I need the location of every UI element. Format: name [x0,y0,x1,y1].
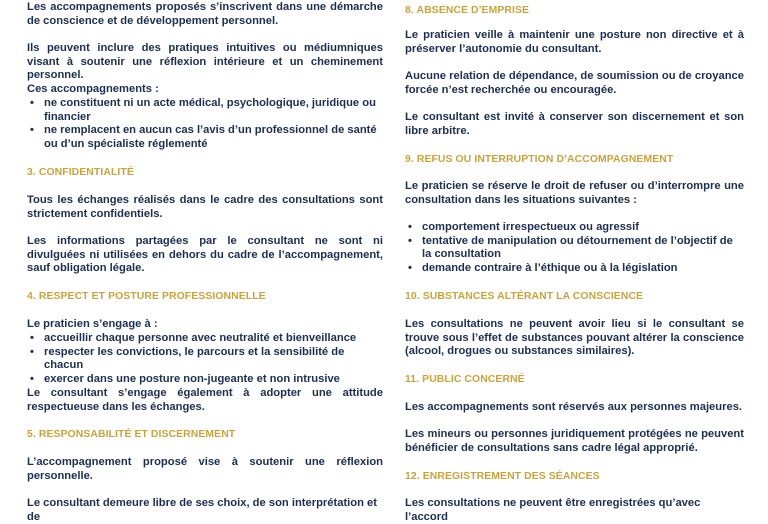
bullet-icon: • [408,262,412,275]
list-item: • accueillir chaque personne avec neutralité et bienveillance [30,332,357,344]
section-8-paragraph-2: Aucune relation de dépendance, de soumission ou de croyance forcée n’est recherchée ou encouragée. [405,70,744,96]
bullet-icon: • [30,97,34,109]
section-9-list [405,221,744,276]
section-5-paragraph-2: Le consultant demeure libre de ses choix, de son interprétation et de [27,497,378,523]
section-12-paragraph-1: Les consultations ne peuvent être enregistrées qu’avec l’accord [405,497,701,523]
bullet-icon: • [408,221,412,233]
section-5-title: 5. RESPONSABILITÉ ET DISCERNEMENT [27,429,236,440]
section-8-paragraph-1: Le praticien veille à maintenir une posture non directive et à préserver l’autonomie du consultant. [405,29,744,55]
section-10-paragraph-1: Les consultations ne peuvent avoir lieu si le consultant se trouve sous l’effet de substances pouvant altérer la conscience (alcool, drogues ou substances similaires). [405,318,744,358]
section-4-title: 4. RESPECT ET POSTURE PROFESSIONNELLE [27,291,266,302]
bullet-icon: • [30,124,34,137]
section-3-title: 3. CONFIDENTIALITÉ [27,167,134,178]
bullet-icon: • [30,332,34,344]
list-item: • ne remplacent en aucun cas l’avis d’un professionnel de santé ou d’un spécialiste réglementé [30,124,377,151]
section-4-paragraph-1: Le praticien s’engage à : [27,318,158,330]
list-item: • demande contraire à l’éthique ou à la législation [408,262,678,275]
bullet-icon: • [408,234,412,247]
section-4-list [27,332,383,387]
list-item: • ne constituent ni un acte médical, psychologique, juridique ou financier [30,97,376,123]
section-9-paragraph-1: Le praticien se réserve le droit de refuser ou d’interrompre une consultation dans les situations suivantes : [405,180,744,206]
section-4-paragraph-2: Le consultant s’engage également à adopter une attitude respectueuse dans les échanges. [27,387,383,413]
section-9-title: 9. REFUS OU INTERRUPTION D’ACCOMPAGNEMENT [405,154,674,165]
section-11-paragraph-1: Les accompagnements sont réservés aux personnes majeures. [405,401,743,413]
intro-paragraph-1: Les accompagnements proposés s’inscrivent dans une démarche de conscience et de développement personnel. [27,1,383,27]
section-8-title: 8. ABSENCE D’EMPRISE [405,5,530,16]
section-8-paragraph-3: Le consultant est invité à conserver son discernement et son libre arbitre. [405,111,744,137]
section-11-paragraph-2: Les mineurs ou personnes juridiquement protégées ne peuvent bénéficier de consultations sans cadre légal approprié. [405,428,744,454]
list-item: • exercer dans une posture non-jugeante et non intrusive [30,373,340,386]
section-12-title: 12. ENREGISTREMENT DES SÉANCES [405,471,600,482]
list-item: • tentative de manipulation ou détournement de l’objectif de la consultation [408,234,733,261]
list-item: • comportement irrespectueux ou agressif [408,221,639,233]
section-3-paragraph-1: Tous les échanges réalisés dans le cadre des consultations sont strictement confidentiels. [27,194,383,220]
list-item: • respecter les convictions, le parcours et la sensibilité de chacun [30,345,345,372]
section-11-title: 11. PUBLIC CONCERNÉ [405,374,525,385]
intro-list [27,97,383,152]
section-5-paragraph-1: L’accompagnement proposé vise à soutenir une réflexion personnelle. [27,456,383,482]
intro-paragraph-2: Ils peuvent inclure des pratiques intuitives ou médiumniques visant à soutenir une réflexion intérieure et un cheminement personnel. [27,42,383,82]
intro-paragraph-3: Ces accompagnements : [27,83,159,95]
bullet-icon: • [30,373,34,386]
section-3-paragraph-2: Les informations partagées par le consultant ne sont ni divulguées ni utilisées en dehors du cadre de l’accompagnement, sauf obligation légale. [27,235,383,275]
section-10-title: 10. SUBSTANCES ALTÉRANT LA CONSCIENCE [405,291,644,302]
bullet-icon: • [30,345,34,358]
